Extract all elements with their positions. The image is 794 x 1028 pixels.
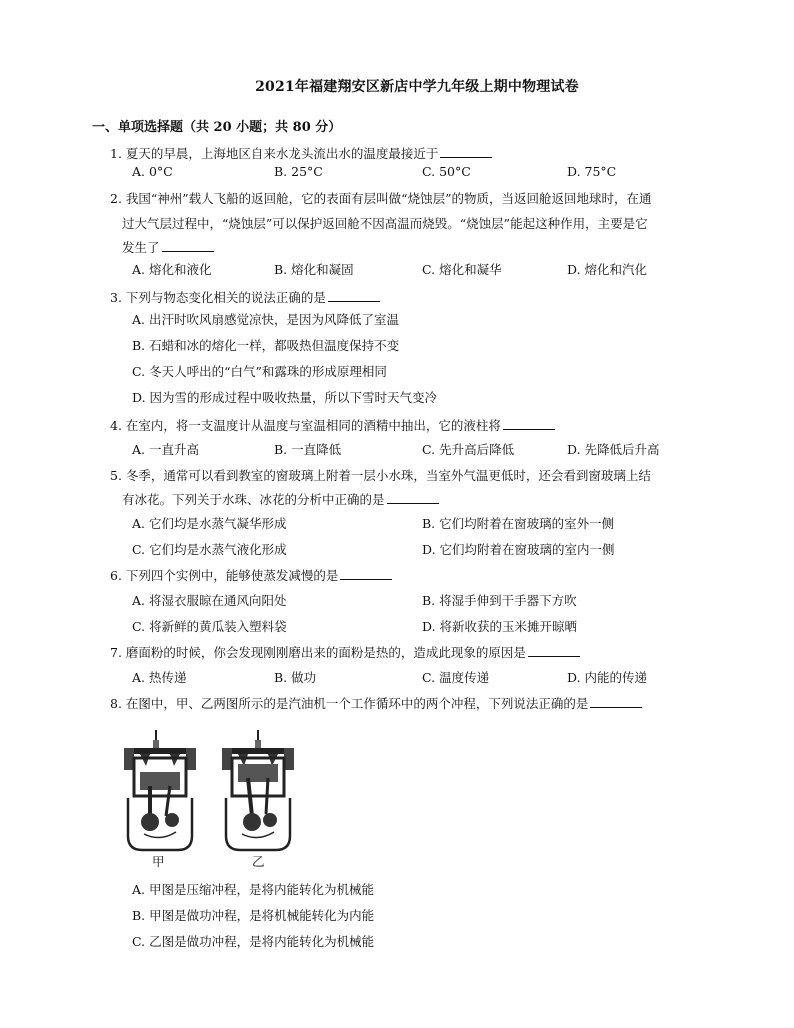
- option-a: A. 它们均是水蒸气凝华形成: [132, 516, 287, 531]
- section-heading: 一、单项选择题（共 20 小题；共 80 分）: [92, 120, 342, 135]
- option-a: A. 将湿衣服晾在通风向阳处: [132, 593, 287, 608]
- question-3: 3. 下列与物态变化相关的说法正确的是: [110, 288, 380, 306]
- option-a: A. 0°C: [132, 164, 173, 179]
- option-d: D. 内能的传递: [567, 670, 648, 685]
- option-a: A. 热传递: [132, 670, 187, 685]
- question-8: 8. 在图中，甲、乙两图所示的是汽油机一个工作循环中的两个冲程，下列说法正确的是: [110, 694, 642, 712]
- option-d: D. 因为雪的形成过程中吸收热量，所以下雪时天气变冷: [132, 390, 438, 405]
- answer-blank: [590, 696, 642, 708]
- question-2-line-3: 发生了: [122, 238, 214, 256]
- question-7: 7. 磨面粉的时候，你会发现刚刚磨出来的面粉是热的，造成此现象的原因是: [110, 643, 580, 661]
- answer-blank: [328, 290, 380, 302]
- figure-label-yi: 乙: [252, 854, 265, 869]
- question-4: 4. 在室内，将一支温度计从温度与室温相同的酒精中抽出，它的液柱将: [110, 416, 555, 434]
- option-a: A. 甲图是压缩冲程，是将内能转化为机械能: [132, 882, 374, 897]
- option-c: C. 熔化和凝华: [422, 262, 502, 277]
- option-d: D. 75°C: [567, 164, 617, 179]
- option-b: B. 石蜡和冰的熔化一样，都吸热但温度保持不变: [132, 338, 400, 353]
- option-d: D. 将新收获的玉米摊开晾晒: [422, 619, 578, 634]
- option-b: B. 将湿手伸到干手器下方吹: [422, 593, 577, 608]
- option-a: A. 出汗时吹风扇感觉凉快，是因为风降低了室温: [132, 312, 399, 327]
- option-c: C. 冬天人呼出的“白气”和露珠的形成原理相同: [132, 364, 387, 379]
- option-b: B. 做功: [274, 670, 317, 685]
- option-c: C. 温度传递: [422, 670, 490, 685]
- question-2-line-2: 过大气层过程中，“烧蚀层”可以保护返回舱不因高温而烧毁。“烧蚀层”能起这种作用，主要是它: [122, 216, 648, 231]
- engine-diagram-jia: [120, 728, 200, 852]
- question-5-line-1: 5. 冬季，通常可以看到教室的窗玻璃上附着一层小水珠，当室外气温更低时，还会看到窗玻璃上结: [110, 468, 651, 483]
- answer-blank: [340, 568, 392, 580]
- page-title: 2021年福建翔安区新店中学九年级上期中物理试卷: [255, 79, 579, 95]
- option-c: C. 它们均是水蒸气液化形成: [132, 542, 287, 557]
- option-c: C. 50°C: [422, 164, 471, 179]
- answer-blank: [528, 645, 580, 657]
- option-a: A. 一直升高: [132, 442, 199, 457]
- answer-blank: [503, 418, 555, 430]
- option-a: A. 熔化和液化: [132, 262, 212, 277]
- option-d: D. 先降低后升高: [567, 442, 660, 457]
- option-d: D. 它们均附着在窗玻璃的室内一侧: [422, 542, 615, 557]
- option-b: B. 25°C: [274, 164, 323, 179]
- option-b: B. 一直降低: [274, 442, 342, 457]
- option-d: D. 熔化和汽化: [567, 262, 648, 277]
- figure-label-jia: 甲: [152, 854, 165, 869]
- option-c: C. 将新鲜的黄瓜装入塑料袋: [132, 619, 287, 634]
- question-6: 6. 下列四个实例中，能够使蒸发减慢的是: [110, 566, 392, 584]
- option-c: C. 先升高后降低: [422, 442, 515, 457]
- question-5-line-2: 有冰花。下列关于水珠、冰花的分析中正确的是: [122, 490, 439, 508]
- question-1: 1. 夏天的早晨，上海地区自来水龙头流出水的温度最接近于: [110, 144, 492, 162]
- option-c: C. 乙图是做功冲程，是将内能转化为机械能: [132, 934, 375, 949]
- option-b: B. 熔化和凝固: [274, 262, 354, 277]
- option-b: B. 它们均附着在窗玻璃的室外一侧: [422, 516, 615, 531]
- answer-blank: [387, 492, 439, 504]
- engine-diagram-yi: [218, 728, 298, 852]
- option-b: B. 甲图是做功冲程，是将机械能转化为内能: [132, 908, 375, 923]
- answer-blank: [440, 146, 492, 158]
- question-2-line-1: 2. 我国“神州”载人飞船的返回舱，它的表面有层叫做“烧蚀层”的物质，当返回舱返回地球时，在通: [110, 191, 652, 206]
- answer-blank: [162, 240, 214, 252]
